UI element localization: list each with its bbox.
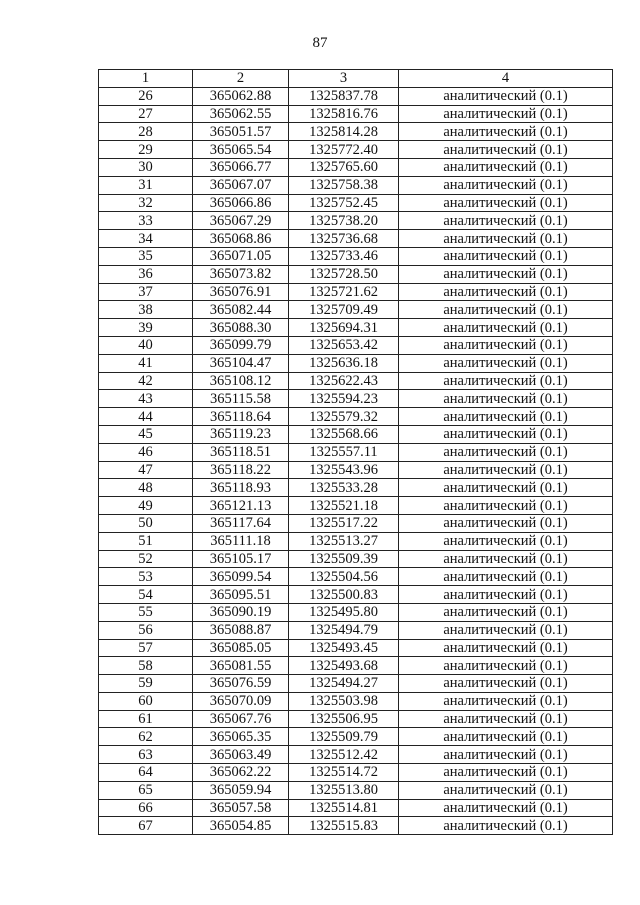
point-number-cell: 65 <box>99 781 193 799</box>
y-coordinate-cell: 1325543.96 <box>289 461 399 479</box>
x-coordinate-cell: 365095.51 <box>193 586 289 604</box>
table-row <box>99 247 613 265</box>
y-coordinate-cell: 1325568.66 <box>289 425 399 443</box>
y-coordinate-cell: 1325594.23 <box>289 390 399 408</box>
method-cell: аналитический (0.1) <box>399 87 613 105</box>
point-number-cell: 58 <box>99 657 193 675</box>
method-cell: аналитический (0.1) <box>399 746 613 764</box>
method-cell: аналитический (0.1) <box>399 710 613 728</box>
x-coordinate-cell: 365105.17 <box>193 550 289 568</box>
x-coordinate-cell: 365118.51 <box>193 443 289 461</box>
x-coordinate-cell: 365082.44 <box>193 301 289 319</box>
y-coordinate-cell: 1325758.38 <box>289 176 399 194</box>
method-cell: аналитический (0.1) <box>399 158 613 176</box>
method-cell: аналитический (0.1) <box>399 194 613 212</box>
table-row <box>99 550 613 568</box>
method-cell: аналитический (0.1) <box>399 354 613 372</box>
y-coordinate-cell: 1325752.45 <box>289 194 399 212</box>
x-coordinate-cell: 365062.22 <box>193 764 289 782</box>
point-number-cell: 63 <box>99 746 193 764</box>
x-coordinate-cell: 365062.55 <box>193 105 289 123</box>
method-cell: аналитический (0.1) <box>399 265 613 283</box>
method-cell: аналитический (0.1) <box>399 781 613 799</box>
method-cell: аналитический (0.1) <box>399 283 613 301</box>
x-coordinate-cell: 365119.23 <box>193 425 289 443</box>
point-number-cell: 29 <box>99 141 193 159</box>
point-number-cell: 33 <box>99 212 193 230</box>
point-number-cell: 37 <box>99 283 193 301</box>
table-row <box>99 603 613 621</box>
method-cell: аналитический (0.1) <box>399 764 613 782</box>
point-number-cell: 28 <box>99 123 193 141</box>
x-coordinate-cell: 365070.09 <box>193 692 289 710</box>
method-cell: аналитический (0.1) <box>399 247 613 265</box>
method-cell: аналитический (0.1) <box>399 176 613 194</box>
x-coordinate-cell: 365117.64 <box>193 514 289 532</box>
method-cell: аналитический (0.1) <box>399 372 613 390</box>
y-coordinate-cell: 1325622.43 <box>289 372 399 390</box>
x-coordinate-cell: 365076.91 <box>193 283 289 301</box>
y-coordinate-cell: 1325514.81 <box>289 799 399 817</box>
method-cell: аналитический (0.1) <box>399 141 613 159</box>
table-row <box>99 532 613 550</box>
x-coordinate-cell: 365099.79 <box>193 336 289 354</box>
y-coordinate-cell: 1325503.98 <box>289 692 399 710</box>
point-number-cell: 46 <box>99 443 193 461</box>
table-row <box>99 212 613 230</box>
table-row <box>99 390 613 408</box>
table-row <box>99 158 613 176</box>
table-row <box>99 141 613 159</box>
table-row <box>99 336 613 354</box>
table-row <box>99 408 613 426</box>
y-coordinate-cell: 1325728.50 <box>289 265 399 283</box>
table-row <box>99 176 613 194</box>
x-coordinate-cell: 365104.47 <box>193 354 289 372</box>
table-row <box>99 354 613 372</box>
point-number-cell: 66 <box>99 799 193 817</box>
x-coordinate-cell: 365067.29 <box>193 212 289 230</box>
y-coordinate-cell: 1325515.83 <box>289 817 399 835</box>
point-number-cell: 50 <box>99 514 193 532</box>
y-coordinate-cell: 1325514.72 <box>289 764 399 782</box>
point-number-cell: 60 <box>99 692 193 710</box>
x-coordinate-cell: 365090.19 <box>193 603 289 621</box>
table-row <box>99 301 613 319</box>
y-coordinate-cell: 1325738.20 <box>289 212 399 230</box>
x-coordinate-cell: 365054.85 <box>193 817 289 835</box>
y-coordinate-cell: 1325495.80 <box>289 603 399 621</box>
table-row <box>99 764 613 782</box>
point-number-cell: 31 <box>99 176 193 194</box>
point-number-cell: 51 <box>99 532 193 550</box>
table-row <box>99 692 613 710</box>
point-number-cell: 38 <box>99 301 193 319</box>
point-number-cell: 47 <box>99 461 193 479</box>
y-coordinate-cell: 1325709.49 <box>289 301 399 319</box>
table-row <box>99 194 613 212</box>
x-coordinate-cell: 365108.12 <box>193 372 289 390</box>
x-coordinate-cell: 365085.05 <box>193 639 289 657</box>
point-number-cell: 30 <box>99 158 193 176</box>
y-coordinate-cell: 1325509.39 <box>289 550 399 568</box>
y-coordinate-cell: 1325504.56 <box>289 568 399 586</box>
method-cell: аналитический (0.1) <box>399 479 613 497</box>
method-cell: аналитический (0.1) <box>399 319 613 337</box>
point-number-cell: 62 <box>99 728 193 746</box>
y-coordinate-cell: 1325512.42 <box>289 746 399 764</box>
header-col-4: 4 <box>399 70 613 88</box>
x-coordinate-cell: 365118.64 <box>193 408 289 426</box>
point-number-cell: 43 <box>99 390 193 408</box>
x-coordinate-cell: 365063.49 <box>193 746 289 764</box>
table-row <box>99 568 613 586</box>
x-coordinate-cell: 365073.82 <box>193 265 289 283</box>
table-row <box>99 479 613 497</box>
x-coordinate-cell: 365081.55 <box>193 657 289 675</box>
x-coordinate-cell: 365115.58 <box>193 390 289 408</box>
y-coordinate-cell: 1325579.32 <box>289 408 399 426</box>
method-cell: аналитический (0.1) <box>399 105 613 123</box>
table-row <box>99 728 613 746</box>
table-row <box>99 514 613 532</box>
point-number-cell: 67 <box>99 817 193 835</box>
point-number-cell: 53 <box>99 568 193 586</box>
point-number-cell: 32 <box>99 194 193 212</box>
coordinates-table <box>98 69 613 835</box>
x-coordinate-cell: 365088.30 <box>193 319 289 337</box>
point-number-cell: 26 <box>99 87 193 105</box>
y-coordinate-cell: 1325493.68 <box>289 657 399 675</box>
point-number-cell: 59 <box>99 675 193 693</box>
x-coordinate-cell: 365067.76 <box>193 710 289 728</box>
method-cell: аналитический (0.1) <box>399 692 613 710</box>
y-coordinate-cell: 1325653.42 <box>289 336 399 354</box>
x-coordinate-cell: 365057.58 <box>193 799 289 817</box>
table-row <box>99 283 613 301</box>
method-cell: аналитический (0.1) <box>399 230 613 248</box>
point-number-cell: 34 <box>99 230 193 248</box>
table-row <box>99 639 613 657</box>
table-row <box>99 265 613 283</box>
table-row <box>99 372 613 390</box>
table-row <box>99 799 613 817</box>
table-row <box>99 746 613 764</box>
method-cell: аналитический (0.1) <box>399 514 613 532</box>
point-number-cell: 55 <box>99 603 193 621</box>
table-row <box>99 497 613 515</box>
x-coordinate-cell: 365062.88 <box>193 87 289 105</box>
method-cell: аналитический (0.1) <box>399 603 613 621</box>
table-row <box>99 657 613 675</box>
table-row <box>99 817 613 835</box>
point-number-cell: 45 <box>99 425 193 443</box>
point-number-cell: 57 <box>99 639 193 657</box>
y-coordinate-cell: 1325533.28 <box>289 479 399 497</box>
method-cell: аналитический (0.1) <box>399 443 613 461</box>
method-cell: аналитический (0.1) <box>399 408 613 426</box>
point-number-cell: 39 <box>99 319 193 337</box>
x-coordinate-cell: 365066.86 <box>193 194 289 212</box>
method-cell: аналитический (0.1) <box>399 639 613 657</box>
point-number-cell: 64 <box>99 764 193 782</box>
method-cell: аналитический (0.1) <box>399 390 613 408</box>
x-coordinate-cell: 365065.54 <box>193 141 289 159</box>
x-coordinate-cell: 365099.54 <box>193 568 289 586</box>
x-coordinate-cell: 365076.59 <box>193 675 289 693</box>
method-cell: аналитический (0.1) <box>399 497 613 515</box>
x-coordinate-cell: 365088.87 <box>193 621 289 639</box>
x-coordinate-cell: 365051.57 <box>193 123 289 141</box>
method-cell: аналитический (0.1) <box>399 425 613 443</box>
x-coordinate-cell: 365071.05 <box>193 247 289 265</box>
y-coordinate-cell: 1325721.62 <box>289 283 399 301</box>
page-number: 87 <box>312 35 328 51</box>
method-cell: аналитический (0.1) <box>399 728 613 746</box>
y-coordinate-cell: 1325816.76 <box>289 105 399 123</box>
y-coordinate-cell: 1325814.28 <box>289 123 399 141</box>
method-cell: аналитический (0.1) <box>399 123 613 141</box>
x-coordinate-cell: 365121.13 <box>193 497 289 515</box>
y-coordinate-cell: 1325636.18 <box>289 354 399 372</box>
method-cell: аналитический (0.1) <box>399 675 613 693</box>
point-number-cell: 52 <box>99 550 193 568</box>
method-cell: аналитический (0.1) <box>399 657 613 675</box>
method-cell: аналитический (0.1) <box>399 568 613 586</box>
method-cell: аналитический (0.1) <box>399 550 613 568</box>
header-col-2: 2 <box>193 70 289 88</box>
y-coordinate-cell: 1325733.46 <box>289 247 399 265</box>
header-col-3: 3 <box>289 70 399 88</box>
method-cell: аналитический (0.1) <box>399 817 613 835</box>
table-row <box>99 123 613 141</box>
table-row <box>99 105 613 123</box>
x-coordinate-cell: 365066.77 <box>193 158 289 176</box>
point-number-cell: 44 <box>99 408 193 426</box>
y-coordinate-cell: 1325493.45 <box>289 639 399 657</box>
table-row <box>99 443 613 461</box>
point-number-cell: 36 <box>99 265 193 283</box>
method-cell: аналитический (0.1) <box>399 621 613 639</box>
y-coordinate-cell: 1325513.27 <box>289 532 399 550</box>
y-coordinate-cell: 1325557.11 <box>289 443 399 461</box>
x-coordinate-cell: 365068.86 <box>193 230 289 248</box>
x-coordinate-cell: 365118.93 <box>193 479 289 497</box>
table-row <box>99 781 613 799</box>
point-number-cell: 56 <box>99 621 193 639</box>
y-coordinate-cell: 1325509.79 <box>289 728 399 746</box>
point-number-cell: 42 <box>99 372 193 390</box>
point-number-cell: 41 <box>99 354 193 372</box>
y-coordinate-cell: 1325837.78 <box>289 87 399 105</box>
point-number-cell: 35 <box>99 247 193 265</box>
table-row <box>99 230 613 248</box>
point-number-cell: 27 <box>99 105 193 123</box>
y-coordinate-cell: 1325765.60 <box>289 158 399 176</box>
table-row <box>99 675 613 693</box>
table-row <box>99 319 613 337</box>
point-number-cell: 54 <box>99 586 193 604</box>
method-cell: аналитический (0.1) <box>399 301 613 319</box>
y-coordinate-cell: 1325513.80 <box>289 781 399 799</box>
table-row <box>99 461 613 479</box>
y-coordinate-cell: 1325736.68 <box>289 230 399 248</box>
point-number-cell: 40 <box>99 336 193 354</box>
x-coordinate-cell: 365111.18 <box>193 532 289 550</box>
method-cell: аналитический (0.1) <box>399 212 613 230</box>
method-cell: аналитический (0.1) <box>399 799 613 817</box>
y-coordinate-cell: 1325506.95 <box>289 710 399 728</box>
point-number-cell: 61 <box>99 710 193 728</box>
x-coordinate-cell: 365059.94 <box>193 781 289 799</box>
method-cell: аналитический (0.1) <box>399 461 613 479</box>
y-coordinate-cell: 1325694.31 <box>289 319 399 337</box>
table-row <box>99 87 613 105</box>
table-row <box>99 425 613 443</box>
point-number-cell: 49 <box>99 497 193 515</box>
y-coordinate-cell: 1325517.22 <box>289 514 399 532</box>
table-row <box>99 710 613 728</box>
x-coordinate-cell: 365067.07 <box>193 176 289 194</box>
y-coordinate-cell: 1325772.40 <box>289 141 399 159</box>
point-number-cell: 48 <box>99 479 193 497</box>
method-cell: аналитический (0.1) <box>399 336 613 354</box>
table-row <box>99 621 613 639</box>
table-body <box>99 87 613 834</box>
y-coordinate-cell: 1325500.83 <box>289 586 399 604</box>
method-cell: аналитический (0.1) <box>399 532 613 550</box>
y-coordinate-cell: 1325521.18 <box>289 497 399 515</box>
table-header-row <box>99 70 613 88</box>
x-coordinate-cell: 365118.22 <box>193 461 289 479</box>
y-coordinate-cell: 1325494.79 <box>289 621 399 639</box>
table-row <box>99 586 613 604</box>
header-col-1: 1 <box>99 70 193 88</box>
method-cell: аналитический (0.1) <box>399 586 613 604</box>
x-coordinate-cell: 365065.35 <box>193 728 289 746</box>
y-coordinate-cell: 1325494.27 <box>289 675 399 693</box>
